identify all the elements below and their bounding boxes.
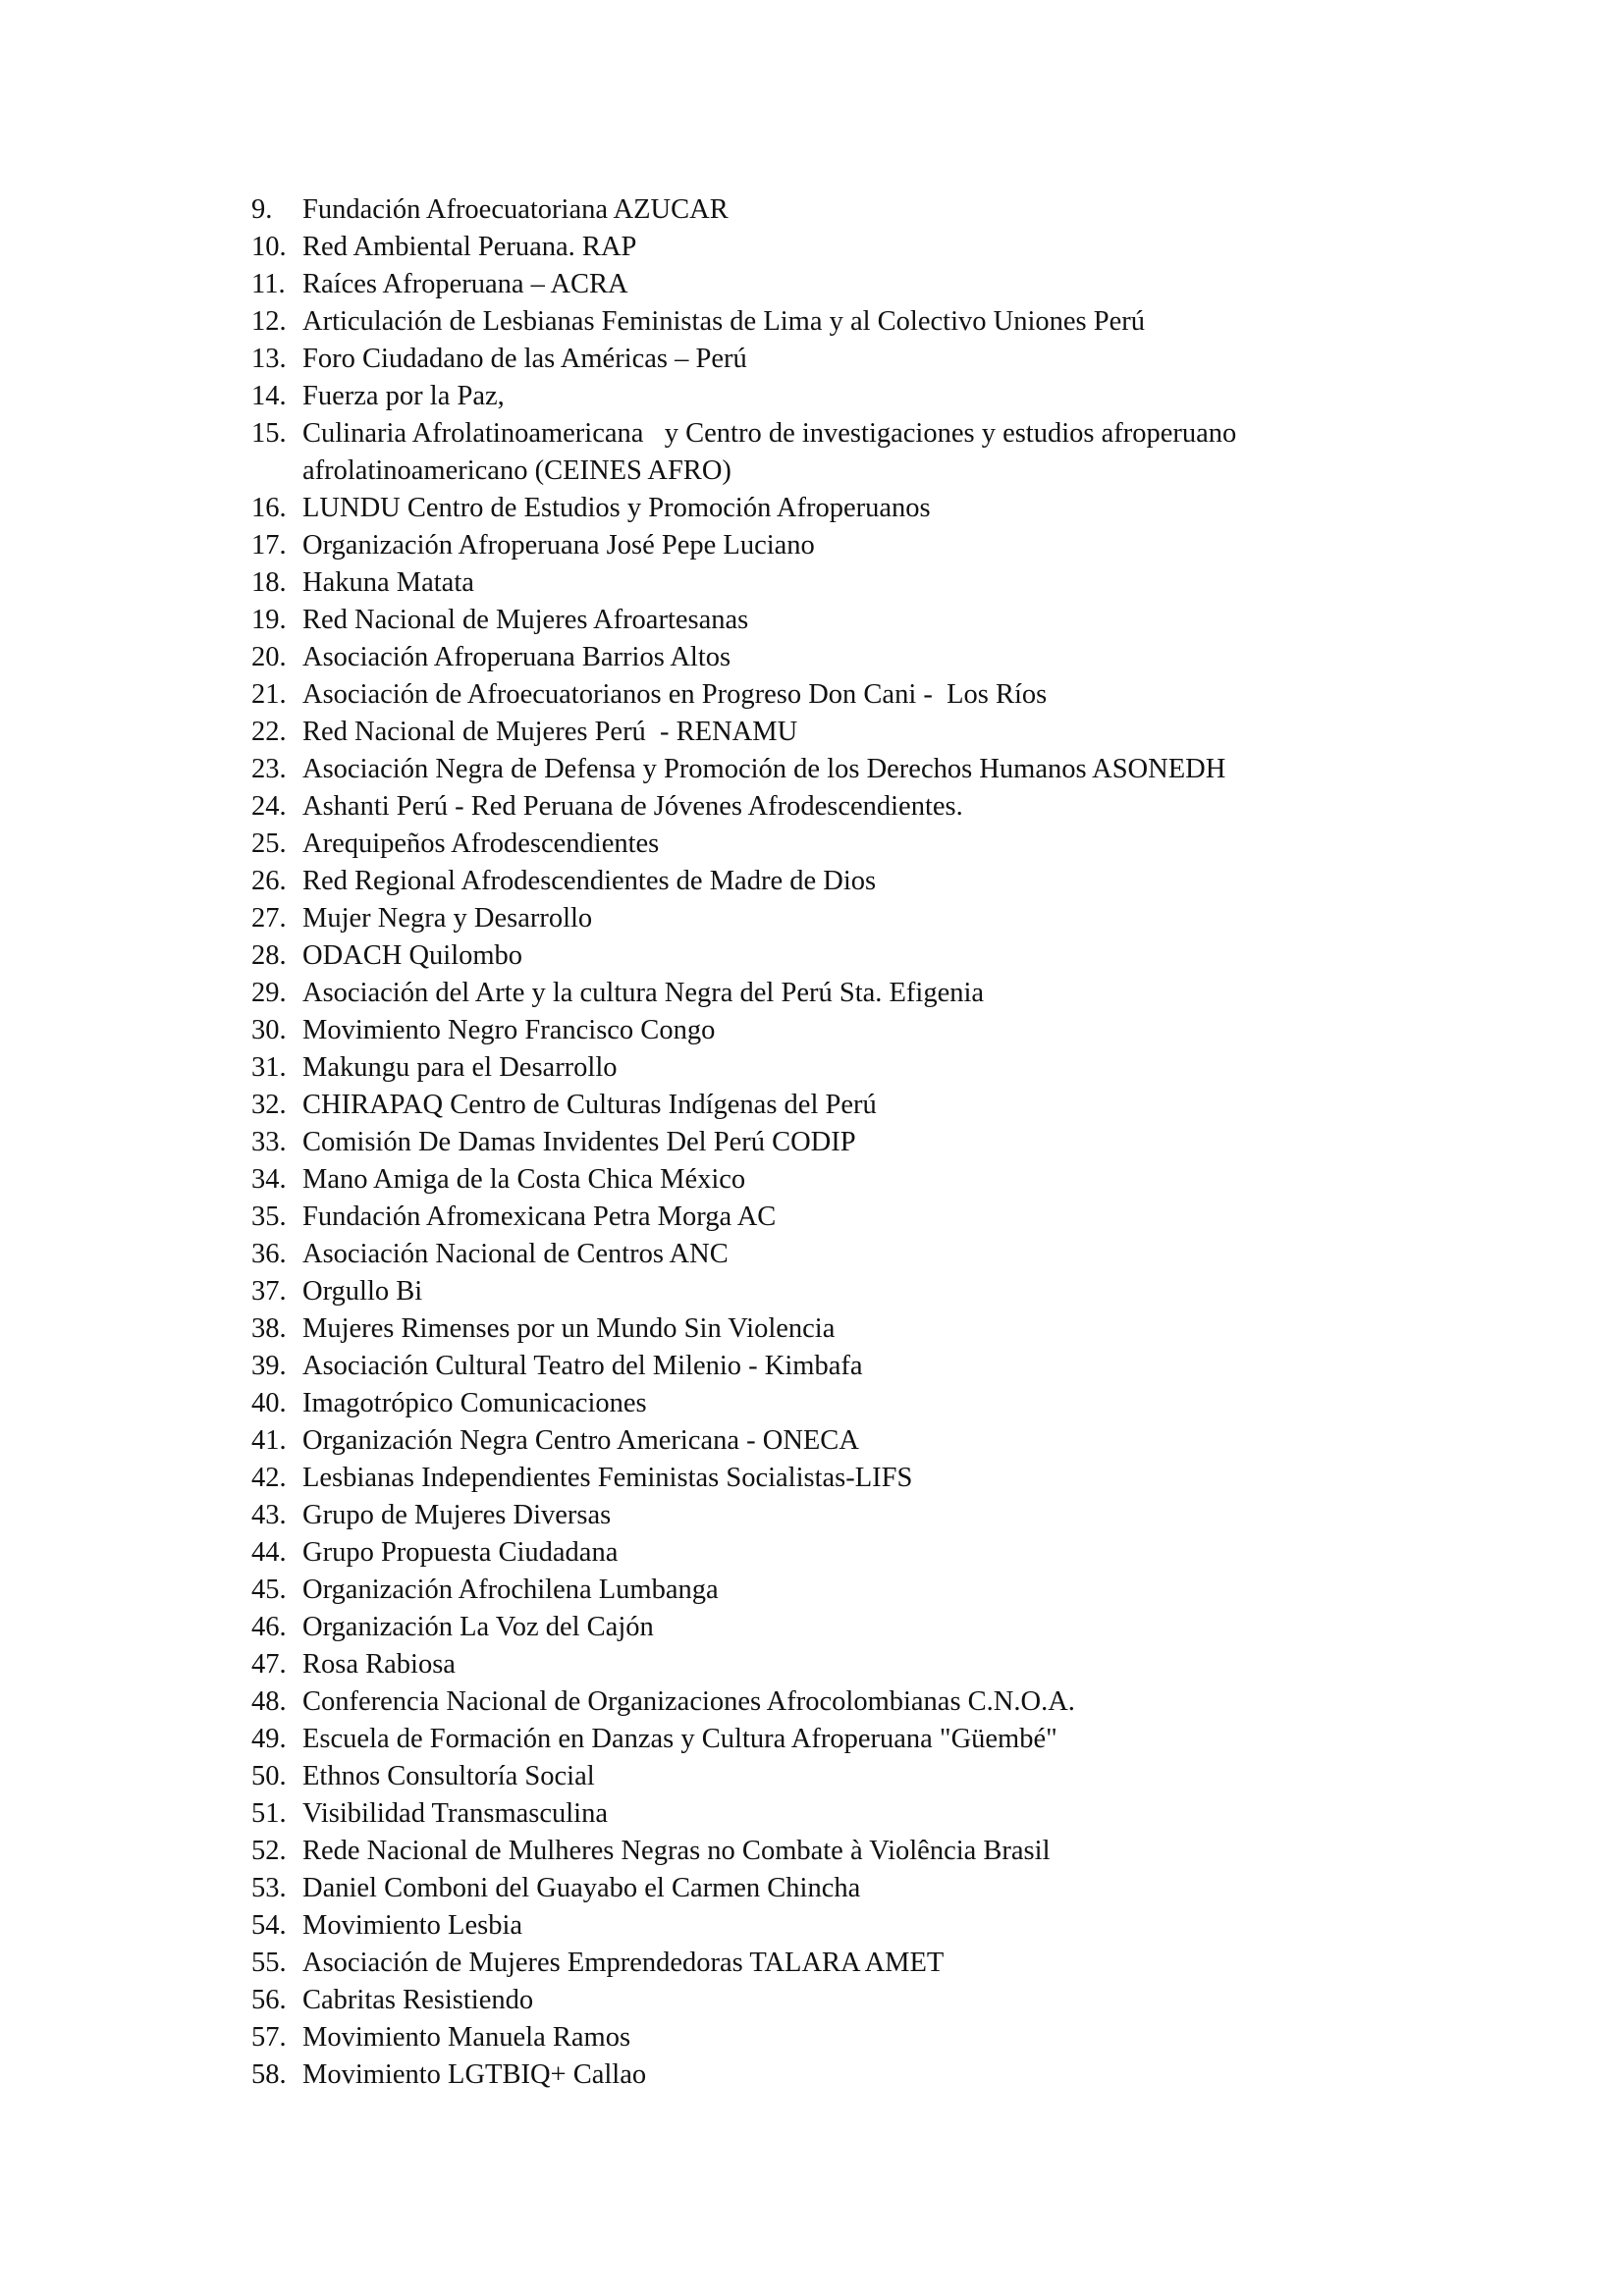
- list-item-text: Arequipeños Afrodescendientes: [302, 828, 660, 859]
- list-item-number: 20.: [251, 642, 287, 672]
- list-item-number: 26.: [251, 866, 287, 896]
- list-item-text: Asociación Cultural Teatro del Milenio - Kimbafa: [302, 1351, 863, 1381]
- list-item: [251, 900, 1380, 937]
- list-item: [251, 1646, 1380, 1683]
- list-item-text: Organización La Voz del Cajón: [302, 1612, 654, 1642]
- list-item-number: 17.: [251, 530, 287, 561]
- list-item-text: Visibilidad Transmasculina: [302, 1798, 608, 1829]
- list-item-number: 55.: [251, 1948, 287, 1978]
- list-item: [251, 1199, 1380, 1236]
- list-item-number: 43.: [251, 1500, 287, 1530]
- list-item: [251, 2056, 1380, 2094]
- list-item-number: 33.: [251, 1127, 287, 1157]
- list-item: [251, 863, 1380, 900]
- list-item-text: Fundación Afroecuatoriana AZUCAR: [302, 194, 729, 225]
- list-item: [251, 714, 1380, 751]
- list-item: [251, 1795, 1380, 1833]
- list-item-text: Comisión De Damas Invidentes Del Perú CODIP: [302, 1127, 856, 1157]
- list-item: [251, 527, 1380, 564]
- list-item: [251, 1497, 1380, 1534]
- list-item-text: Asociación de Mujeres Emprendedoras TALARA AMET: [302, 1948, 945, 1978]
- list-item-text: Grupo de Mujeres Diversas: [302, 1500, 612, 1530]
- list-item: [251, 1161, 1380, 1199]
- list-item-number: 34.: [251, 1164, 287, 1195]
- list-item-text: ODACH Quilombo: [302, 940, 523, 971]
- list-item-number: 58.: [251, 2059, 287, 2090]
- list-item: [251, 303, 1380, 341]
- list-item-number: 14.: [251, 381, 287, 411]
- list-item-text: Makungu para el Desarrollo: [302, 1052, 618, 1083]
- list-item-text: Asociación Negra de Defensa y Promoción de los Derechos Humanos ASONEDH: [302, 754, 1226, 784]
- list-item-number: 12.: [251, 306, 287, 337]
- list-item-number: 32.: [251, 1090, 287, 1120]
- list-item-number: 27.: [251, 903, 287, 934]
- list-item-text: Mujer Negra y Desarrollo: [302, 903, 593, 934]
- list-item-text: Articulación de Lesbianas Feministas de Lima y al Colectivo Uniones Perú: [302, 306, 1145, 337]
- list-item-number: 49.: [251, 1724, 287, 1754]
- list-item: [251, 341, 1380, 378]
- organization-list: [251, 191, 1380, 2094]
- list-item-number: 10.: [251, 232, 287, 262]
- list-item-number: 48.: [251, 1686, 287, 1717]
- list-item: [251, 975, 1380, 1012]
- list-item-number: 13.: [251, 344, 287, 374]
- list-item-text: Grupo Propuesta Ciudadana: [302, 1537, 619, 1568]
- list-item-number: 47.: [251, 1649, 287, 1680]
- list-item-text: Orgullo Bi: [302, 1276, 423, 1307]
- list-item-number: 38.: [251, 1313, 287, 1344]
- list-item: [251, 1534, 1380, 1572]
- list-item: [251, 1385, 1380, 1422]
- list-item-text: Foro Ciudadano de las Américas – Perú: [302, 344, 747, 374]
- list-item: [251, 1721, 1380, 1758]
- list-item: [251, 490, 1380, 527]
- list-item-number: 37.: [251, 1276, 287, 1307]
- list-item: [251, 1422, 1380, 1460]
- list-item-number: 16.: [251, 493, 287, 523]
- list-item-text: Organización Afroperuana José Pepe Luciano: [302, 530, 815, 561]
- list-item-number: 9.: [251, 194, 273, 225]
- list-item: [251, 1609, 1380, 1646]
- list-item-text: Organización Afrochilena Lumbanga: [302, 1575, 719, 1605]
- list-item: [251, 826, 1380, 863]
- list-item-text: CHIRAPAQ Centro de Culturas Indígenas del Perú: [302, 1090, 877, 1120]
- list-item: [251, 676, 1380, 714]
- list-item-text: Asociación del Arte y la cultura Negra del Perú Sta. Efigenia: [302, 978, 985, 1008]
- list-item-number: 44.: [251, 1537, 287, 1568]
- list-item-number: 22.: [251, 717, 287, 747]
- list-item-number: 54.: [251, 1910, 287, 1941]
- list-item-number: 56.: [251, 1985, 287, 2015]
- list-item: [251, 937, 1380, 975]
- list-item: [251, 1012, 1380, 1049]
- list-item: [251, 639, 1380, 676]
- list-item: [251, 1236, 1380, 1273]
- list-item-text: Fuerza por la Paz,: [302, 381, 505, 411]
- list-item-text: Asociación Nacional de Centros ANC: [302, 1239, 729, 1269]
- list-item-number: 29.: [251, 978, 287, 1008]
- list-item: [251, 1087, 1380, 1124]
- list-item-number: 50.: [251, 1761, 287, 1791]
- list-item: [251, 1460, 1380, 1497]
- list-item: [251, 1572, 1380, 1609]
- list-item-number: 41.: [251, 1425, 287, 1456]
- list-item: [251, 1273, 1380, 1310]
- list-item-number: 35.: [251, 1201, 287, 1232]
- list-item-text: Mano Amiga de la Costa Chica México: [302, 1164, 746, 1195]
- list-item: [251, 415, 1380, 490]
- list-item-text: Conferencia Nacional de Organizaciones Afrocolombianas C.N.O.A.: [302, 1686, 1075, 1717]
- list-item-text: Asociación de Afroecuatorianos en Progreso Don Cani - Los Ríos: [302, 679, 1048, 710]
- list-item: [251, 191, 1380, 229]
- list-item-text: Rosa Rabiosa: [302, 1649, 456, 1680]
- list-item-number: 42.: [251, 1463, 287, 1493]
- list-item: [251, 751, 1380, 788]
- list-item-text: Asociación Afroperuana Barrios Altos: [302, 642, 731, 672]
- list-item-text: Red Nacional de Mujeres Afroartesanas: [302, 605, 749, 635]
- list-item-text: Culinaria Afrolatinoamericana y Centro de investigaciones y estudios afroperuano afrolatinoamericano (CEINES AFRO): [302, 418, 1237, 486]
- list-item-text: Rede Nacional de Mulheres Negras no Combate à Violência Brasil: [302, 1836, 1051, 1866]
- list-item: [251, 378, 1380, 415]
- list-item: [251, 1758, 1380, 1795]
- list-item: [251, 564, 1380, 602]
- list-item-text: Red Regional Afrodescendientes de Madre de Dios: [302, 866, 877, 896]
- list-item-number: 45.: [251, 1575, 287, 1605]
- list-item: [251, 1982, 1380, 2019]
- list-item-number: 53.: [251, 1873, 287, 1903]
- list-item-text: Movimiento Negro Francisco Congo: [302, 1015, 716, 1045]
- list-item-text: Escuela de Formación en Danzas y Cultura Afroperuana "Güembé": [302, 1724, 1057, 1754]
- list-item-text: Lesbianas Independientes Feministas Socialistas-LIFS: [302, 1463, 913, 1493]
- list-item-number: 28.: [251, 940, 287, 971]
- list-item-text: Ashanti Perú - Red Peruana de Jóvenes Afrodescendientes.: [302, 791, 963, 822]
- list-item: [251, 1907, 1380, 1945]
- list-item-number: 24.: [251, 791, 287, 822]
- list-item-number: 11.: [251, 269, 286, 299]
- list-item-number: 39.: [251, 1351, 287, 1381]
- list-item-number: 30.: [251, 1015, 287, 1045]
- list-item: [251, 1833, 1380, 1870]
- list-item-number: 40.: [251, 1388, 287, 1418]
- list-item-number: 25.: [251, 828, 287, 859]
- list-item-number: 18.: [251, 567, 287, 598]
- list-item: [251, 266, 1380, 303]
- list-item-text: Cabritas Resistiendo: [302, 1985, 534, 2015]
- list-item: [251, 602, 1380, 639]
- list-item-text: Red Nacional de Mujeres Perú - RENAMU: [302, 717, 798, 747]
- list-item-text: Mujeres Rimenses por un Mundo Sin Violencia: [302, 1313, 836, 1344]
- list-item: [251, 1683, 1380, 1721]
- list-item: [251, 1348, 1380, 1385]
- list-item-text: Daniel Comboni del Guayabo el Carmen Chincha: [302, 1873, 861, 1903]
- list-item: [251, 1870, 1380, 1907]
- list-item-number: 46.: [251, 1612, 287, 1642]
- list-item-text: Fundación Afromexicana Petra Morga AC: [302, 1201, 777, 1232]
- list-item-number: 36.: [251, 1239, 287, 1269]
- list-item-text: Raíces Afroperuana – ACRA: [302, 269, 628, 299]
- list-item-number: 51.: [251, 1798, 287, 1829]
- list-item-text: Hakuna Matata: [302, 567, 474, 598]
- list-item: [251, 1945, 1380, 1982]
- list-item: [251, 1310, 1380, 1348]
- list-item-text: Ethnos Consultoría Social: [302, 1761, 595, 1791]
- list-item-number: 31.: [251, 1052, 287, 1083]
- list-item-text: Movimiento LGTBIQ+ Callao: [302, 2059, 647, 2090]
- list-item-number: 52.: [251, 1836, 287, 1866]
- list-item-number: 21.: [251, 679, 287, 710]
- list-item-number: 19.: [251, 605, 287, 635]
- list-item: [251, 2019, 1380, 2056]
- list-item: [251, 1124, 1380, 1161]
- list-item: [251, 788, 1380, 826]
- list-item-number: 57.: [251, 2022, 287, 2053]
- list-item-number: 15.: [251, 418, 287, 449]
- list-item-text: Movimiento Manuela Ramos: [302, 2022, 631, 2053]
- list-item-text: Movimiento Lesbia: [302, 1910, 523, 1941]
- list-item-text: LUNDU Centro de Estudios y Promoción Afroperuanos: [302, 493, 931, 523]
- list-item: [251, 229, 1380, 266]
- list-item-text: Red Ambiental Peruana. RAP: [302, 232, 637, 262]
- list-item-text: Organización Negra Centro Americana - ONECA: [302, 1425, 859, 1456]
- list-item: [251, 1049, 1380, 1087]
- list-item-text: Imagotrópico Comunicaciones: [302, 1388, 647, 1418]
- list-item-number: 23.: [251, 754, 287, 784]
